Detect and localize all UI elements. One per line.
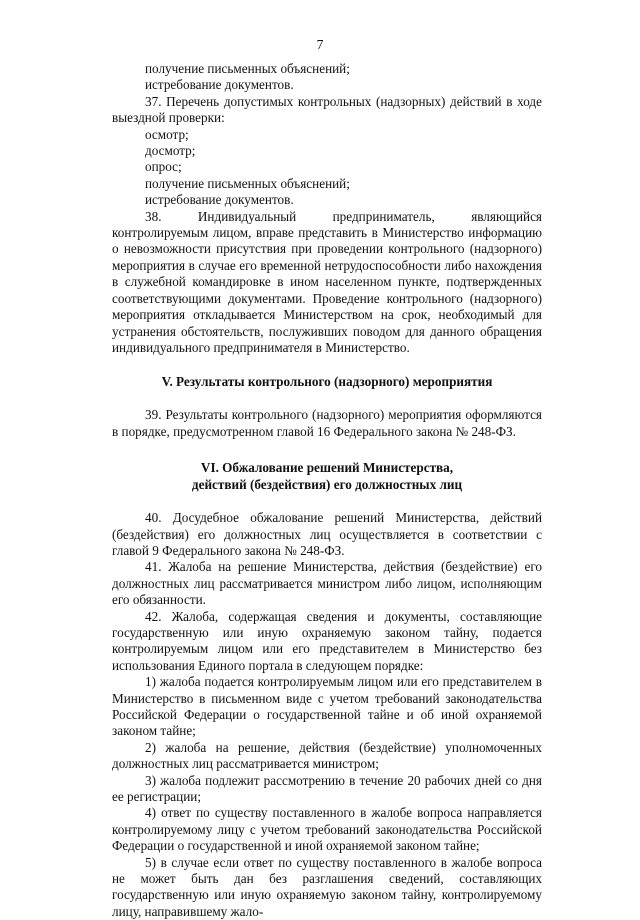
paragraph-42: 42. Жалоба, содержащая сведения и документы, составляющие государственную или иную охраняемую законом тайну, подается контролируемым лицом или его представителем в Министерство без использования Единого портала в следующем порядке: — [112, 608, 542, 673]
section-heading-6-line-1: VI. Обжалование решений Министерства, — [200, 460, 454, 476]
document-body — [112, 61, 542, 920]
list-item: истребование документов. — [145, 192, 294, 208]
list-item: 1) жалоба подается контролируемым лицом или его представителем в Министерство в письменном виде с учетом требований законодательства Российской Федерации о государственной тайне и об иной охраняемой законом тайне; — [112, 674, 542, 739]
list-item: получение письменных объяснений; — [145, 61, 350, 76]
list-item: осмотр; — [145, 126, 189, 142]
paragraph-38: 38. Индивидуальный предприниматель, являющийся контролируемым лицом, вправе представить в Министерство информацию о невозможности присутствия при проведении контрольного (надзорного) мероприятия в случае его временной нетрудоспособности либо нахождения в служебной командировке в ином населенном пункте, подтвержденных соответствующими документами. Проведение контрольного (надзорного) мероприятия откладывается Министерством на срок, необходимый для устранения обстоятельств, послуживших поводом для данного обращения индивидуального предпринимателя в Министерство. — [112, 208, 542, 355]
list-item: досмотр; — [145, 143, 196, 159]
page-number: 7 — [316, 37, 324, 52]
paragraph-39: 39. Результаты контрольного (надзорного) мероприятия оформляются в порядке, предусмотренном главой 16 Федерального закона № 248-ФЗ. — [112, 407, 542, 439]
paragraph-40: 40. Досудебное обжалование решений Министерства, действий (бездействия) его должностных лиц осуществляется в соответствии с главой 9 Федерального закона № 248-ФЗ. — [112, 510, 542, 558]
list-item: 2) жалоба на решение, действия (бездействие) уполномоченных должностных лиц рассматривается министром; — [112, 739, 542, 772]
section-heading-6-line-2: действий (бездействия) его должностных лиц — [191, 477, 463, 493]
list-item: 3) жалоба подлежит рассмотрению в течение 20 рабочих дней со дня ее регистрации; — [112, 772, 542, 805]
section-heading-5: V. Результаты контрольного (надзорного) мероприятия — [161, 374, 493, 390]
paragraph-37: 37. Перечень допустимых контрольных (надзорных) действий в ходе выездной проверки: — [112, 93, 542, 126]
list-item: опрос; — [145, 159, 182, 175]
paragraph-41: 41. Жалоба на решение Министерства, действия (бездействие) его должностных лиц рассматривается министром либо лицом, исполняющим его обязанности. — [112, 559, 542, 608]
list-item: 5) в случае если ответ по существу поставленного в жалобе вопроса не может быть дан без разглашения сведений, составляющих государственную или иную охраняемую законом тайну, контролируемому лицу, направившему жало- — [112, 854, 542, 919]
list-item: получение письменных объяснений; — [145, 175, 350, 191]
list-item: 4) ответ по существу поставленного в жалобе вопроса направляется контролируемому лицу с учетом требований законодательства Российской Федерации о государственной и иной охраняемой законом тайне; — [112, 805, 542, 854]
list-item: истребование документов. — [145, 77, 294, 93]
